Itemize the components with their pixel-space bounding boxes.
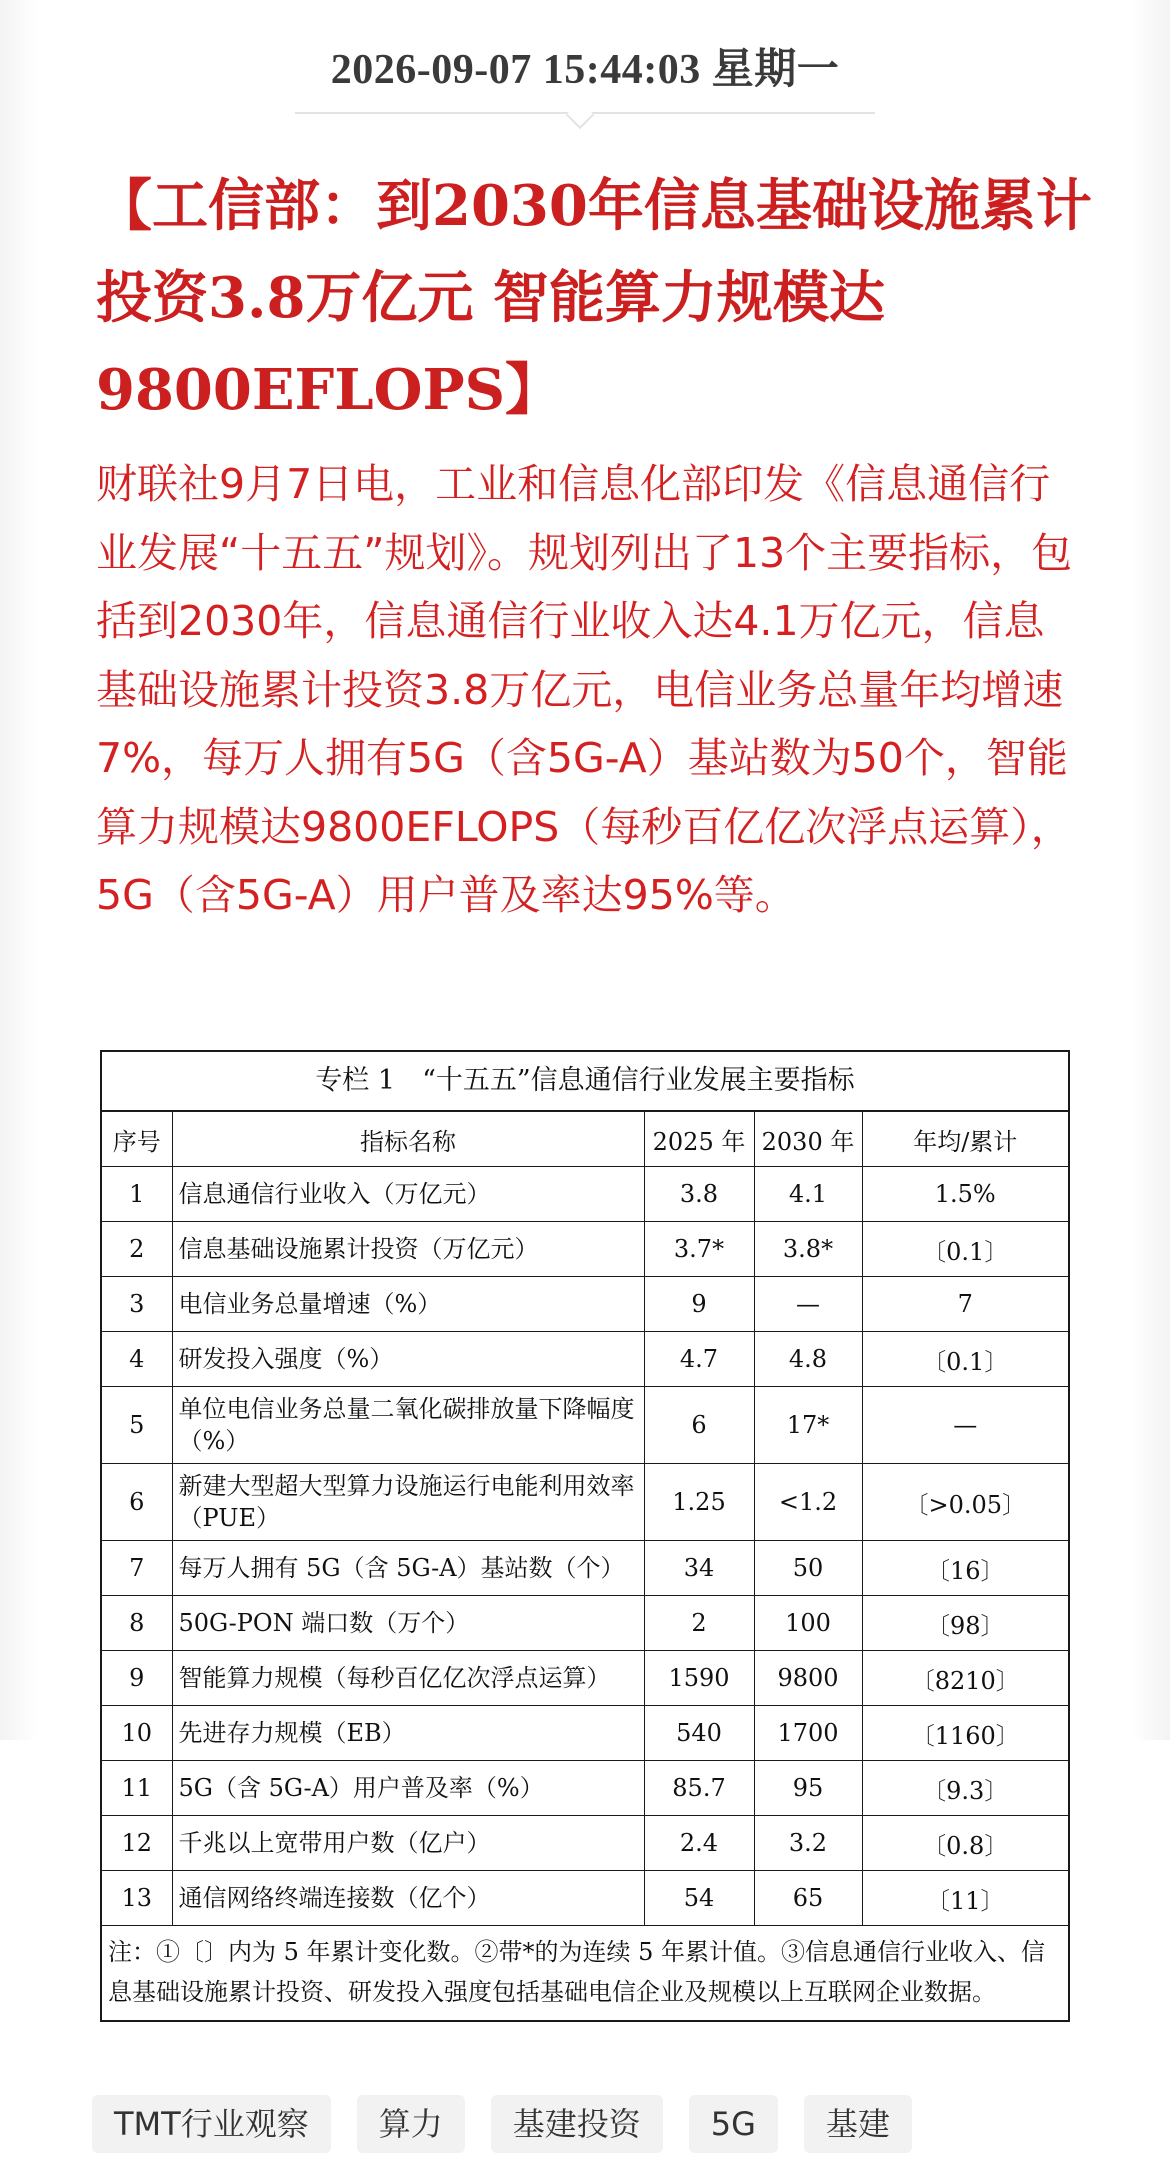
row-index: 7 (102, 1541, 172, 1596)
news-body: 财联社9月7日电，工业和信息化部印发《信息通信行业发展“十五五”规划》。规划列出了13个主要指标，包括到2030年，信息通信行业收入达4.1万亿元，信息基础设施累计投资3.8万亿元，电信业务总量年均增速7%，每万人拥有5G（含5G-A）基站数为50个，智能算力规模达9800EFLOPS（每秒百亿亿次浮点运算），5G（含5G-A）用户普及率达95%等。 (96, 460, 1073, 919)
row-indicator-name: 千兆以上宽带用户数（亿户） (172, 1816, 644, 1871)
row-value-2025: 4.7 (644, 1332, 754, 1387)
header-indicator: 指标名称 (172, 1112, 644, 1167)
row-value-2030: 65 (754, 1871, 862, 1926)
row-indicator-name: 信息通信行业收入（万亿元） (172, 1167, 644, 1222)
row-annual-cumulative: 〔98〕 (862, 1596, 1068, 1651)
row-index: 2 (102, 1222, 172, 1277)
row-value-2030: 17* (754, 1387, 862, 1464)
row-indicator-name: 电信业务总量增速（%） (172, 1277, 644, 1332)
row-annual-cumulative: 〔0.1〕 (862, 1332, 1068, 1387)
row-value-2030: 4.1 (754, 1167, 862, 1222)
timestamp-area (0, 36, 1170, 96)
row-value-2030: 100 (754, 1596, 862, 1651)
table-row (102, 1222, 1068, 1277)
row-indicator-name: 信息基础设施累计投资（万亿元） (172, 1222, 644, 1277)
row-value-2025: 3.8 (644, 1167, 754, 1222)
row-value-2025: 54 (644, 1871, 754, 1926)
topic-tag[interactable]: 基建 (804, 2095, 912, 2153)
header-annual-cumulative: 年均/累计 (862, 1112, 1068, 1167)
row-value-2030: 50 (754, 1541, 862, 1596)
row-value-2030: 9800 (754, 1651, 862, 1706)
row-value-2025: 2.4 (644, 1816, 754, 1871)
topic-tag[interactable]: 5G (689, 2095, 778, 2153)
row-annual-cumulative: 1.5% (862, 1167, 1068, 1222)
header-index: 序号 (102, 1112, 172, 1167)
indicator-table-image[interactable] (100, 1050, 1070, 2022)
row-value-2030: 95 (754, 1761, 862, 1816)
row-value-2030: <1.2 (754, 1464, 862, 1541)
row-value-2025: 1.25 (644, 1464, 754, 1541)
row-indicator-name: 5G（含 5G-A）用户普及率（%） (172, 1761, 644, 1816)
row-indicator-name: 每万人拥有 5G（含 5G-A）基站数（个） (172, 1541, 644, 1596)
row-indicator-name: 单位电信业务总量二氧化碳排放量下降幅度（%） (172, 1387, 644, 1464)
row-value-2030: 3.2 (754, 1816, 862, 1871)
tags-fade-overlay (940, 2085, 1170, 2161)
right-edge-shade (1132, 0, 1170, 1740)
table-row (102, 1816, 1068, 1871)
table-row (102, 1871, 1068, 1926)
row-annual-cumulative: 〔>0.05〕 (862, 1464, 1068, 1541)
row-value-2030: 3.8* (754, 1222, 862, 1277)
row-value-2025: 1590 (644, 1651, 754, 1706)
row-index: 3 (102, 1277, 172, 1332)
table-row (102, 1167, 1068, 1222)
row-index: 5 (102, 1387, 172, 1464)
row-value-2025: 540 (644, 1706, 754, 1761)
row-index: 8 (102, 1596, 172, 1651)
topic-tag[interactable]: 算力 (357, 2095, 465, 2153)
header-2025: 2025 年 (644, 1112, 754, 1167)
table-row (102, 1541, 1068, 1596)
row-value-2025: 2 (644, 1596, 754, 1651)
row-indicator-name: 研发投入强度（%） (172, 1332, 644, 1387)
topic-tag[interactable]: 基建投资 (491, 2095, 663, 2153)
indicator-table (102, 1112, 1068, 1925)
row-index: 11 (102, 1761, 172, 1816)
table-note: 注：①〔〕内为 5 年累计变化数。②带*的为连续 5 年累计值。③信息通信行业收入、信息基础设施累计投资、研发投入强度包括基础电信企业及规模以上互联网企业数据。 (102, 1925, 1068, 2020)
table-row (102, 1464, 1068, 1541)
table-row (102, 1277, 1068, 1332)
row-index: 13 (102, 1871, 172, 1926)
row-indicator-name: 先进存力规模（EB） (172, 1706, 644, 1761)
table-row (102, 1761, 1068, 1816)
row-annual-cumulative: 〔11〕 (862, 1871, 1068, 1926)
left-edge-shade (0, 0, 38, 1740)
table-row (102, 1706, 1068, 1761)
header-2030: 2030 年 (754, 1112, 862, 1167)
row-annual-cumulative: 〔1160〕 (862, 1706, 1068, 1761)
row-annual-cumulative: 7 (862, 1277, 1068, 1332)
timestamp-divider-notch (566, 101, 594, 129)
row-value-2030: — (754, 1277, 862, 1332)
row-annual-cumulative: — (862, 1387, 1068, 1464)
table-row (102, 1387, 1068, 1464)
row-value-2025: 85.7 (644, 1761, 754, 1816)
row-indicator-name: 智能算力规模（每秒百亿亿次浮点运算） (172, 1651, 644, 1706)
row-value-2025: 34 (644, 1541, 754, 1596)
table-body (102, 1167, 1068, 1926)
table-header-row (102, 1112, 1068, 1167)
row-indicator-name: 新建大型超大型算力设施运行电能利用效率（PUE） (172, 1464, 644, 1541)
row-annual-cumulative: 〔16〕 (862, 1541, 1068, 1596)
row-value-2030: 1700 (754, 1706, 862, 1761)
row-index: 9 (102, 1651, 172, 1706)
table-title: 专栏 1 “十五五”信息通信行业发展主要指标 (102, 1052, 1068, 1112)
row-value-2025: 6 (644, 1387, 754, 1464)
row-annual-cumulative: 〔0.1〕 (862, 1222, 1068, 1277)
row-value-2025: 3.7* (644, 1222, 754, 1277)
news-headline: 【工信部：到2030年信息基础设施累计投资3.8万亿元 智能算力规模达9800EFLOPS】 (96, 173, 1092, 423)
table-row (102, 1332, 1068, 1387)
topic-tag[interactable]: TMT行业观察 (92, 2095, 331, 2153)
row-index: 4 (102, 1332, 172, 1387)
row-index: 12 (102, 1816, 172, 1871)
row-index: 1 (102, 1167, 172, 1222)
row-value-2030: 4.8 (754, 1332, 862, 1387)
row-annual-cumulative: 〔9.3〕 (862, 1761, 1068, 1816)
row-indicator-name: 50G-PON 端口数（万个） (172, 1596, 644, 1651)
table-row (102, 1596, 1068, 1651)
table-row (102, 1651, 1068, 1706)
row-annual-cumulative: 〔8210〕 (862, 1651, 1068, 1706)
row-indicator-name: 通信网络终端连接数（亿个） (172, 1871, 644, 1926)
post-timestamp: 2026-09-07 15:44:03 星期一 (330, 47, 840, 93)
row-index: 6 (102, 1464, 172, 1541)
row-value-2025: 9 (644, 1277, 754, 1332)
row-annual-cumulative: 〔0.8〕 (862, 1816, 1068, 1871)
row-index: 10 (102, 1706, 172, 1761)
